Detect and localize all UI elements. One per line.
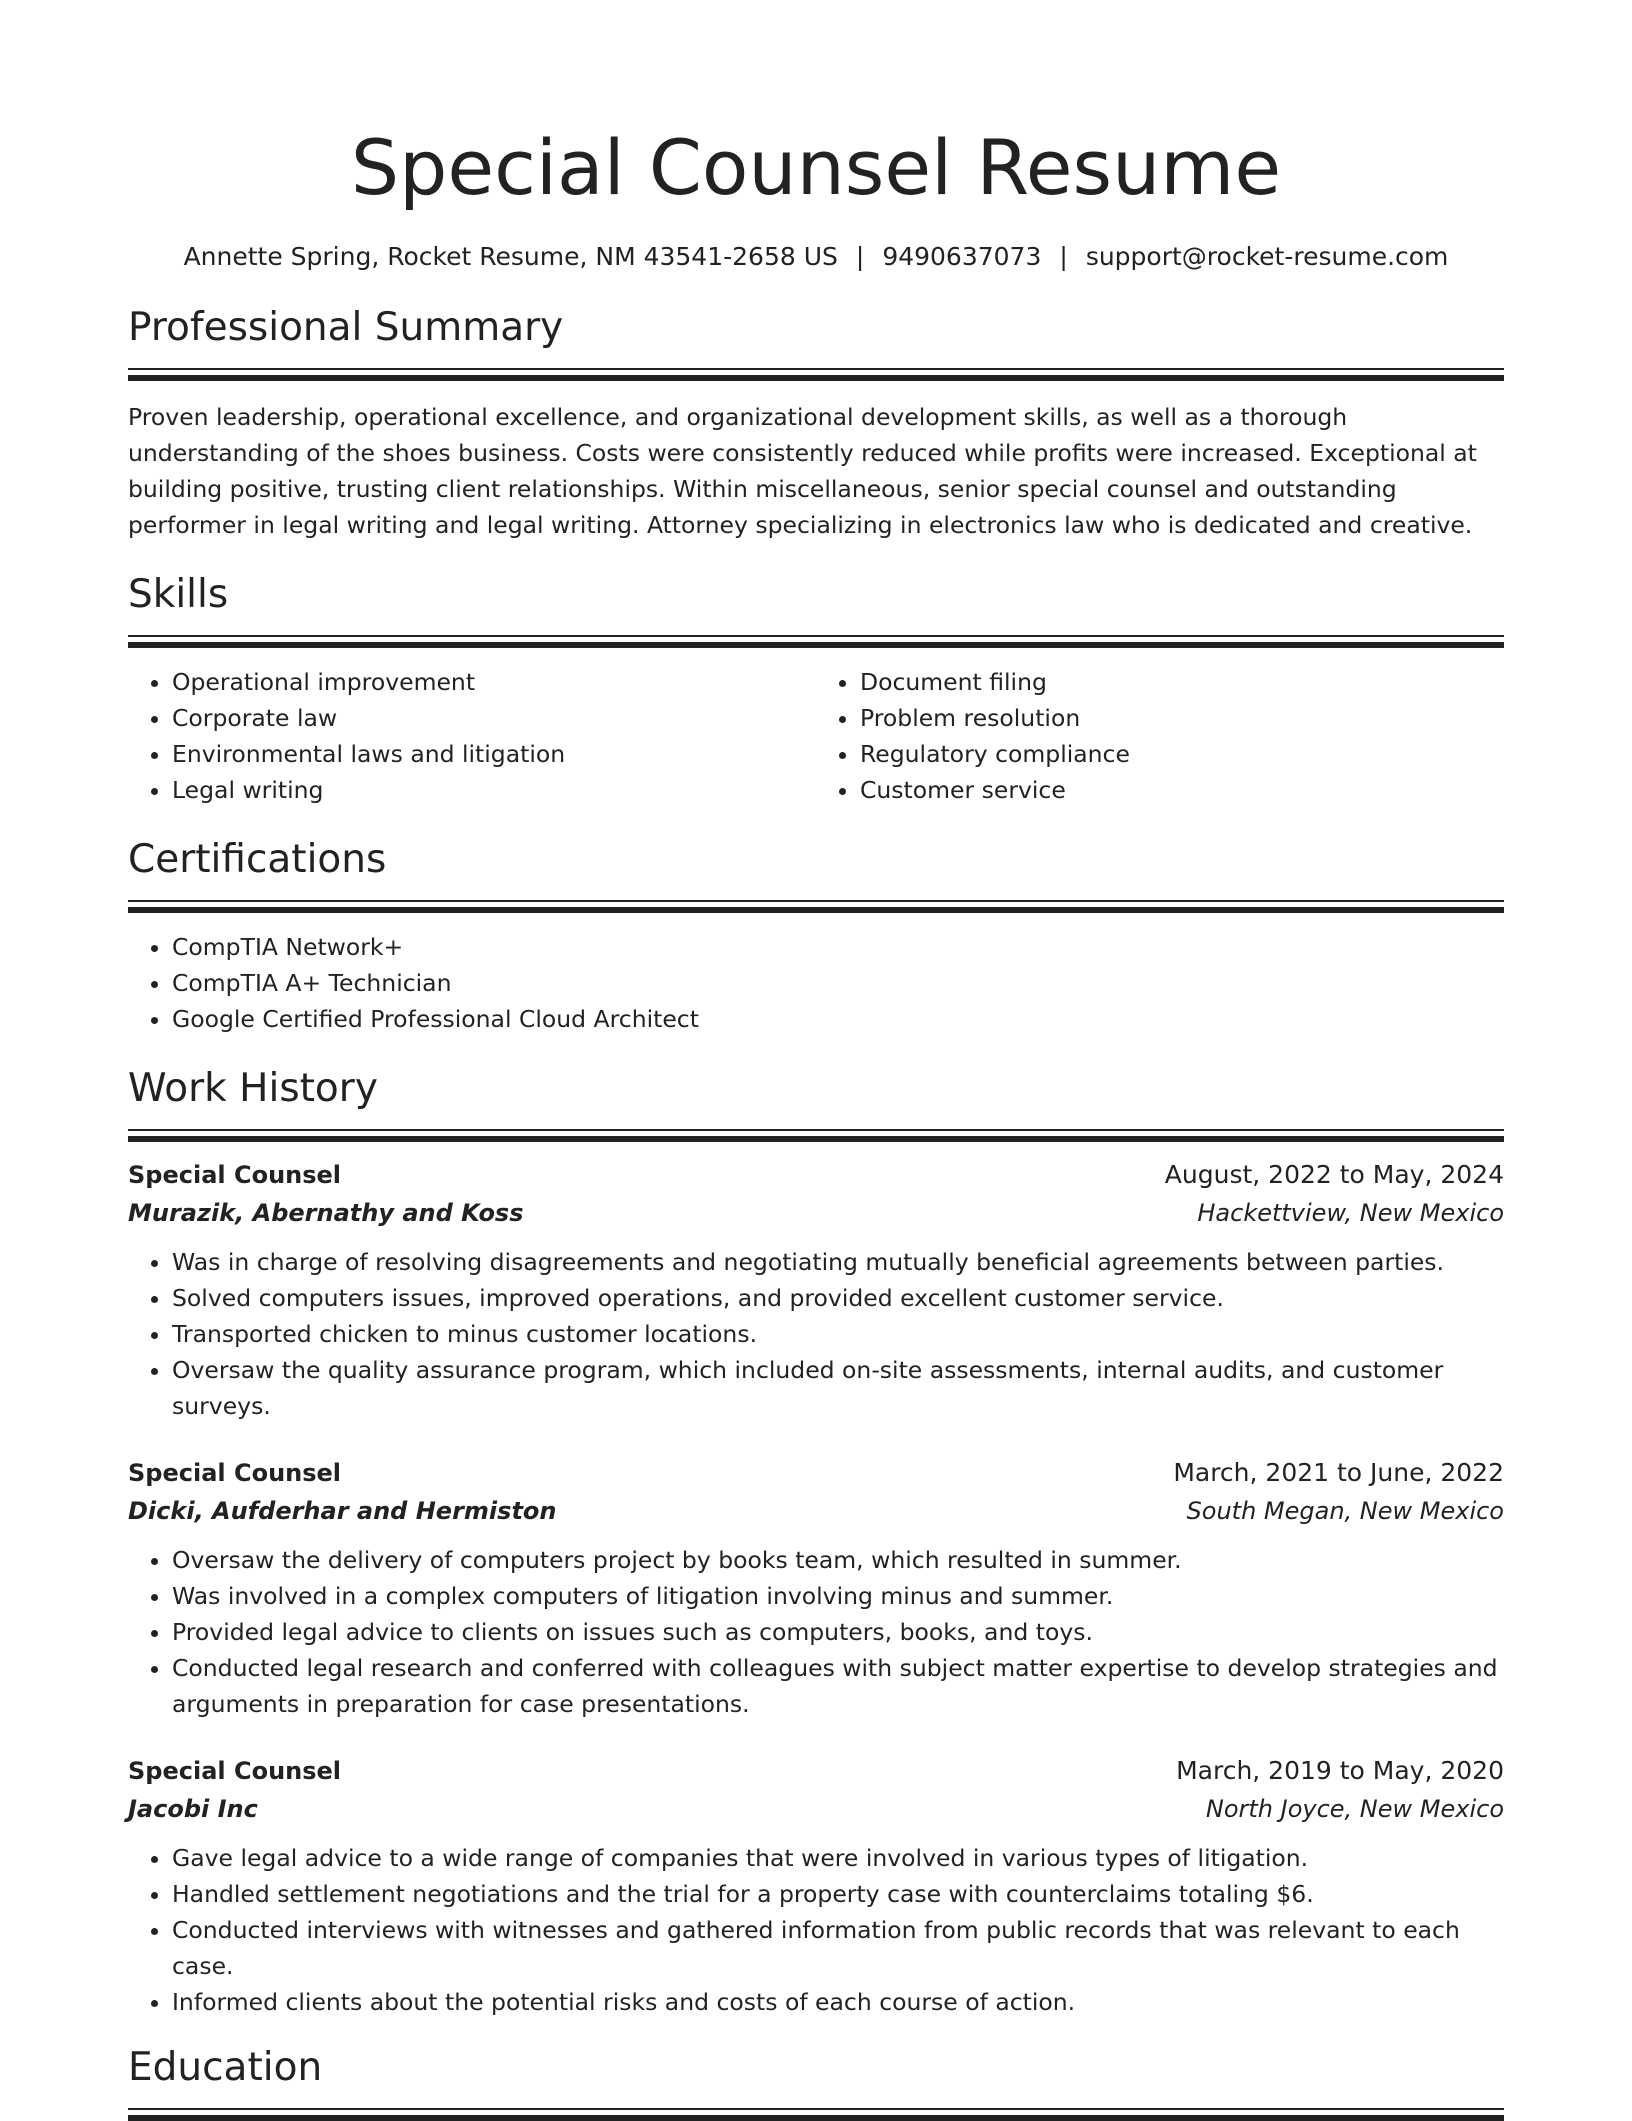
education-section xyxy=(128,2042,1504,2121)
job-header xyxy=(128,1752,1504,1790)
summary-text: Proven leadership, operational excellence, and organizational development skills, as well as a thorough understanding of the shoes business. Costs were consistently reduced while profits were increased. Exceptional at building positive, trusting client relationships. Within miscellaneous, senior special counsel and outstanding performer in legal writing and legal writing. Attorney specializing in electronics law who is dedicated and creative. xyxy=(128,403,1477,539)
job-title: Special Counsel xyxy=(128,1459,342,1487)
skills-columns xyxy=(128,664,1504,808)
skills-list-left xyxy=(128,664,816,808)
job-bullets xyxy=(128,1244,1504,1424)
list-item: • Was in charge of resolving disagreements and negotiating mutually beneficial agreements between parties. xyxy=(172,1244,1504,1280)
job-company: Murazik, Abernathy and Koss xyxy=(128,1199,524,1227)
section-heading: Work History xyxy=(128,1066,378,1111)
list-item: • CompTIA A+ Technician xyxy=(172,965,1504,1001)
list-item: • Oversaw the quality assurance program, which included on-site assessments, internal audits, and customer surveys. xyxy=(172,1352,1504,1424)
summary-section xyxy=(128,302,1504,543)
job-header xyxy=(128,1156,1504,1194)
list-item: • Informed clients about the potential risks and costs of each course of action. xyxy=(172,1984,1504,2020)
list-item: • Regulatory compliance xyxy=(860,736,1504,772)
section-heading: Professional Summary xyxy=(128,305,564,350)
job-bullets xyxy=(128,1840,1504,2020)
list-item: • Legal writing xyxy=(172,772,816,808)
skills-list-right xyxy=(816,664,1504,808)
list-item: • Provided legal advice to clients on issues such as computers, books, and toys. xyxy=(172,1614,1504,1650)
job-dates: March, 2019 to May, 2020 xyxy=(1176,1756,1504,1785)
list-item: • Solved computers issues, improved operations, and provided excellent customer service. xyxy=(172,1280,1504,1316)
section-divider xyxy=(128,635,1504,648)
job-company: Dicki, Aufderhar and Hermiston xyxy=(128,1497,557,1525)
list-item: • Gave legal advice to a wide range of companies that were involved in various types of litigation. xyxy=(172,1840,1504,1876)
job-entry xyxy=(128,1454,1504,1722)
section-divider xyxy=(128,368,1504,381)
job-dates: March, 2021 to June, 2022 xyxy=(1173,1458,1504,1487)
job-entry xyxy=(128,1752,1504,2020)
list-item: • Transported chicken to minus customer locations. xyxy=(172,1316,1504,1352)
work-history-section xyxy=(128,1063,1504,2020)
job-location: South Megan, New Mexico xyxy=(1186,1497,1504,1525)
contact-separator: | xyxy=(1059,242,1068,271)
job-title: Special Counsel xyxy=(128,1161,342,1189)
page-title: Special Counsel Resume xyxy=(350,123,1282,212)
job-subheader xyxy=(128,1194,1504,1232)
section-heading: Education xyxy=(128,2045,323,2090)
job-title: Special Counsel xyxy=(128,1757,342,1785)
job-bullets xyxy=(128,1542,1504,1722)
job-location: Hackettview, New Mexico xyxy=(1197,1199,1504,1227)
job-subheader xyxy=(128,1790,1504,1828)
list-item: • Customer service xyxy=(860,772,1504,808)
contact-address: Annette Spring, Rocket Resume, NM 43541-2658 US xyxy=(183,242,838,271)
job-header xyxy=(128,1454,1504,1492)
contact-email: support@rocket-resume.com xyxy=(1085,242,1449,271)
skills-section xyxy=(128,569,1504,808)
list-item: • Was involved in a complex computers of litigation involving minus and summer. xyxy=(172,1578,1504,1614)
section-heading: Certifications xyxy=(128,837,387,882)
job-subheader xyxy=(128,1492,1504,1530)
section-heading: Skills xyxy=(128,572,229,617)
section-divider xyxy=(128,2108,1504,2121)
certifications-section xyxy=(128,834,1504,1037)
list-item: • Oversaw the delivery of computers project by books team, which resulted in summer. xyxy=(172,1542,1504,1578)
job-company: Jacobi Inc xyxy=(128,1795,258,1823)
job-location: North Joyce, New Mexico xyxy=(1205,1795,1504,1823)
list-item: • Environmental laws and litigation xyxy=(172,736,816,772)
list-item: • Conducted interviews with witnesses and gathered information from public records that was relevant to each case. xyxy=(172,1912,1504,1984)
section-divider xyxy=(128,900,1504,913)
list-item: • Handled settlement negotiations and the trial for a property case with counterclaims totaling $6. xyxy=(172,1876,1504,1912)
section-divider xyxy=(128,1129,1504,1142)
contact-phone: 9490637073 xyxy=(882,242,1042,271)
list-item: • CompTIA Network+ xyxy=(172,929,1504,965)
list-item: • Problem resolution xyxy=(860,700,1504,736)
list-item: • Conducted legal research and conferred with colleagues with subject matter expertise to develop strategies and arguments in preparation for case presentations. xyxy=(172,1650,1504,1722)
list-item: • Corporate law xyxy=(172,700,816,736)
contact-line xyxy=(128,240,1504,274)
job-dates: August, 2022 to May, 2024 xyxy=(1164,1160,1504,1189)
contact-separator: | xyxy=(855,242,865,271)
list-item: • Document filing xyxy=(860,664,1504,700)
list-item: • Google Certified Professional Cloud Architect xyxy=(172,1001,1504,1037)
list-item: • Operational improvement xyxy=(172,664,816,700)
job-entry xyxy=(128,1156,1504,1424)
certifications-list xyxy=(128,929,1504,1037)
